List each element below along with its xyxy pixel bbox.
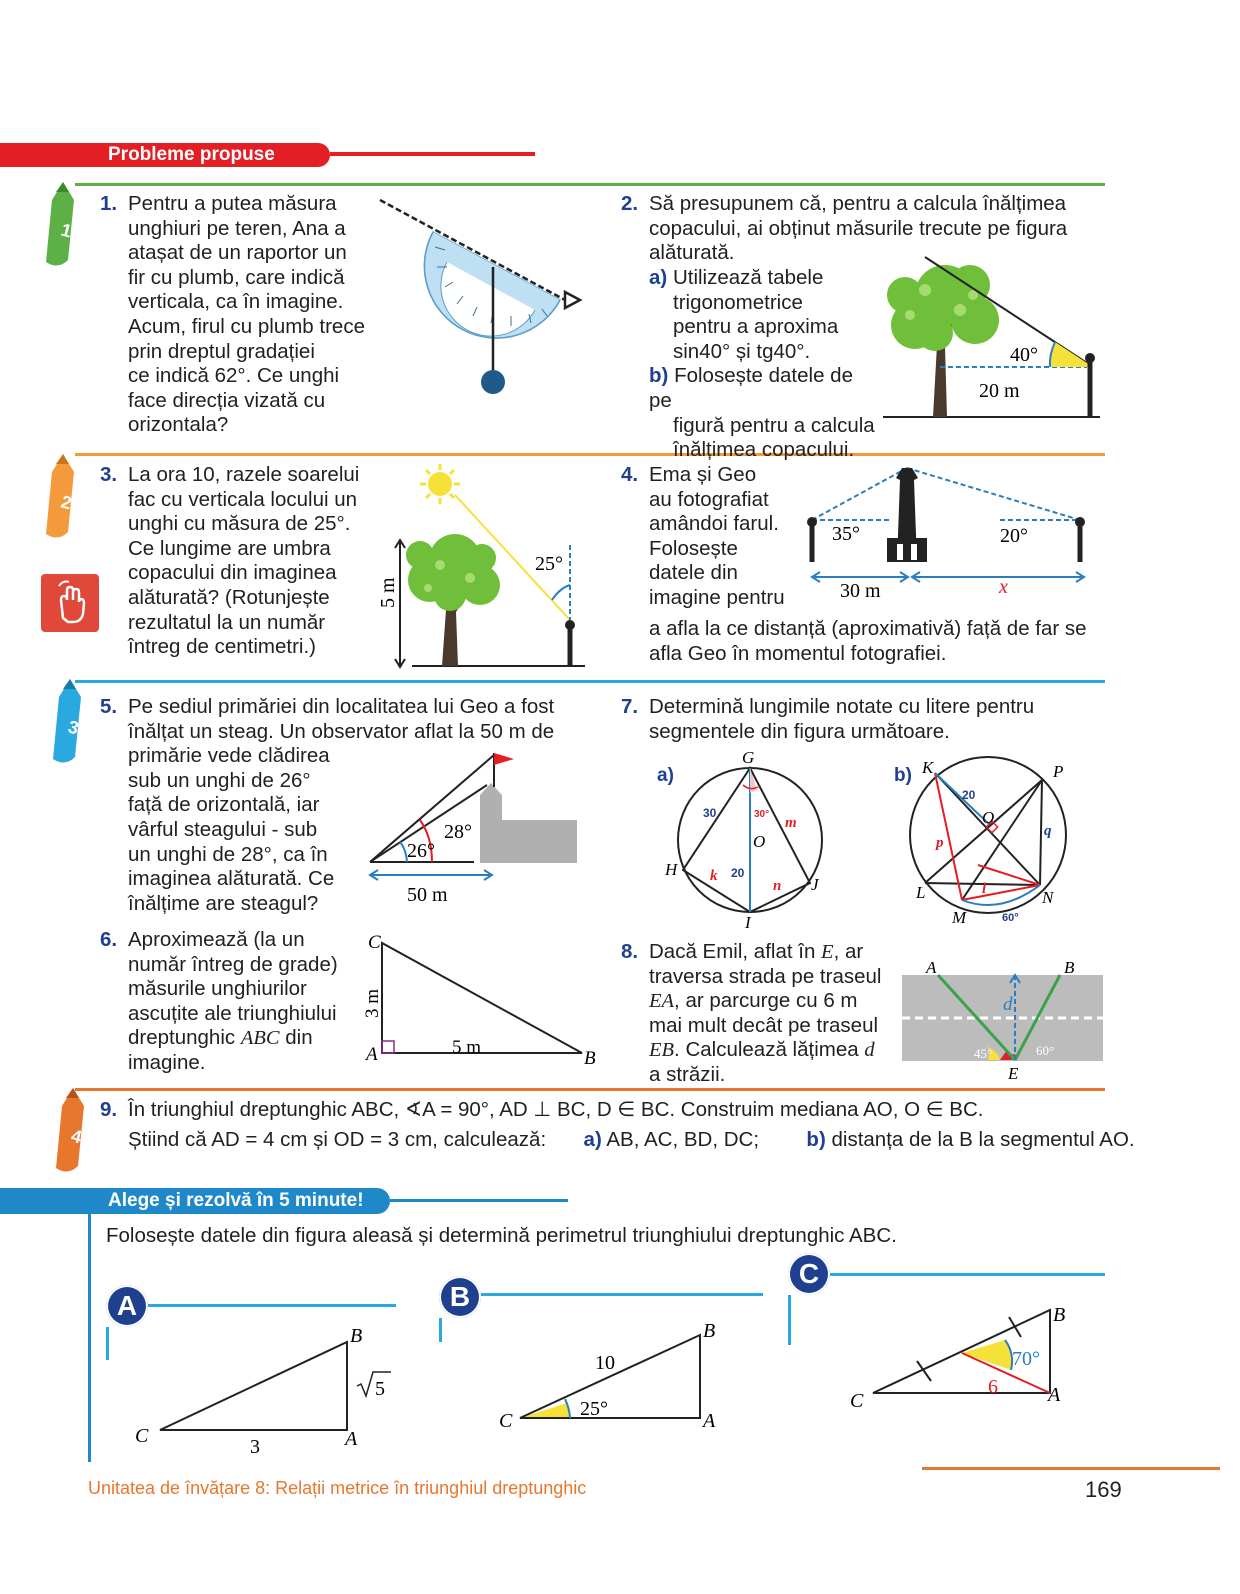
option-a-rule — [148, 1304, 396, 1307]
section-banner — [0, 143, 330, 167]
crayon-label: 4 — [68, 1125, 84, 1148]
vertex-n: N — [1042, 888, 1054, 907]
lighthouse-figure — [802, 460, 1097, 600]
text-line: Pentru a putea măsura — [128, 192, 337, 215]
text-line: imagine pentru — [649, 585, 785, 609]
text-line: pentru a aproxima — [673, 315, 839, 339]
text-line: La ora 10, razele soarelui — [128, 463, 360, 486]
vertex-c: C — [368, 932, 381, 953]
length-n: n — [773, 878, 782, 894]
text-line: face direcția vizată cu — [128, 388, 326, 412]
text-line: imaginea alăturată. Ce — [128, 867, 335, 891]
point-e: E — [1008, 1064, 1019, 1083]
banner-rule — [330, 152, 535, 156]
text-line: înălțime are steagul? — [128, 891, 319, 915]
value-30: 30 — [703, 806, 717, 820]
text-line: dreptunghic — [128, 1026, 241, 1050]
sub-label: b) — [806, 1128, 826, 1151]
text-line: măsurile unghiurilor — [128, 977, 307, 1001]
vertex-a: A — [366, 1044, 378, 1065]
angle-label: 25° — [580, 1398, 608, 1420]
value-20: 20 — [731, 866, 745, 880]
crayon-green-icon — [38, 180, 88, 270]
option-b-badge[interactable] — [439, 1276, 481, 1318]
angle-label: 70° — [1012, 1348, 1040, 1370]
text-line: un unghi de 28°, ca în — [128, 842, 328, 866]
text-line: Folosește datele de pe — [649, 364, 853, 412]
point-a: A — [926, 958, 937, 977]
crayon-red-icon — [48, 1086, 98, 1176]
vertex-g: G — [742, 748, 755, 767]
problem-2-number: 2. — [621, 192, 639, 215]
distance-label: 50 m — [407, 884, 448, 905]
text-line: amândoi farul. — [649, 512, 779, 536]
text-line: Acum, firul cu plumb trece — [128, 314, 365, 338]
text-line: înălțimea copacului. — [673, 438, 855, 462]
text-line: Știind că AD = 4 cm și OD = 3 cm, calculează: — [128, 1128, 547, 1151]
tree-figure — [875, 255, 1110, 425]
text-line: imagine. — [128, 1050, 206, 1074]
problem-3-number: 3. — [100, 463, 118, 486]
option-c-rule — [830, 1273, 1105, 1276]
sub-label: a) — [649, 266, 668, 289]
problem-1-text — [128, 192, 388, 438]
part-b-text: distanța de la B la segmentul AO. — [831, 1128, 1135, 1151]
angle-30: 30° — [754, 809, 770, 820]
problem-7-number: 7. — [621, 695, 639, 718]
text-line: alăturată. — [649, 241, 735, 265]
text-line: vârful steagului - sub — [128, 817, 318, 841]
leg-vertical-label: 3 m — [362, 988, 383, 1018]
level-3-rule — [75, 680, 1105, 683]
vertex-c: C — [135, 1425, 149, 1447]
text-line: unghiuri pe teren, Ana a — [128, 216, 346, 240]
problem-6-number: 6. — [100, 928, 118, 951]
route-eb: EB — [649, 1039, 675, 1062]
right-triangle-figure — [360, 928, 600, 1068]
vertex-b: B — [703, 1320, 716, 1342]
vertex-b: B — [584, 1048, 596, 1068]
text-line: prin dreptul gradației — [128, 339, 315, 363]
circle-figure-b — [890, 755, 1090, 930]
crayon-label: 2 — [58, 491, 74, 514]
problem-4-number: 4. — [621, 463, 639, 486]
text-line: figură pentru a calcula — [673, 413, 875, 437]
angle-right-label: 20° — [1000, 525, 1028, 547]
leg-horizontal-label: 5 m — [452, 1037, 482, 1058]
text-line: au fotografiat — [649, 487, 769, 511]
angle-60: 60° — [1036, 1043, 1055, 1058]
figure-label: a) — [657, 765, 674, 786]
problem-3-text — [128, 463, 378, 660]
problem-6-text — [128, 928, 378, 1076]
problem-1-number: 1. — [100, 192, 118, 215]
angle-big-label: 28° — [444, 821, 472, 843]
length-l: l — [982, 881, 987, 897]
angle-small-label: 26° — [407, 840, 435, 862]
width-d: d — [864, 1039, 875, 1062]
option-a-triangle — [125, 1320, 405, 1460]
text-line: atașat de un raportor un — [128, 241, 347, 265]
text-line: număr întreg de grade) — [128, 952, 338, 976]
problem-9-number: 9. — [100, 1098, 118, 1121]
vertex-c: C — [499, 1410, 513, 1430]
text-line: Utilizează tabele — [672, 266, 824, 289]
length-q: q — [1044, 823, 1052, 839]
text-line: Dacă Emil, aflat în — [649, 940, 822, 963]
problem-4-text — [649, 463, 809, 611]
text-line: din — [279, 1026, 313, 1050]
text-line: a afla la ce distanță (aproximativă) față de far se — [649, 617, 1087, 640]
page-number: 169 — [1085, 1477, 1122, 1502]
point-e: E — [821, 941, 834, 963]
vertex-b: B — [1053, 1304, 1066, 1326]
problem-4-text-full — [649, 617, 1099, 666]
problem-9-line2 — [128, 1128, 1135, 1153]
vertex-m: M — [952, 908, 967, 927]
problem-7-text — [649, 695, 1099, 744]
badge-letter: A — [116, 1290, 138, 1321]
text-line: , ar parcurge cu 6 m — [674, 989, 858, 1013]
text-line: sin40° și tg40°. — [673, 339, 811, 363]
touch-hand-icon — [41, 574, 99, 632]
angle-left-label: 35° — [832, 523, 860, 545]
triangle-name: ABC — [240, 1027, 280, 1050]
street-figure — [900, 955, 1105, 1085]
option-c-badge[interactable] — [788, 1253, 830, 1295]
side-label: 3 — [250, 1436, 260, 1458]
text-line: , ar — [833, 940, 864, 963]
vertex-l: L — [916, 883, 926, 902]
crayon-label: 1 — [58, 219, 74, 242]
text-line: ce indică 62°. Ce unghi — [128, 364, 340, 388]
text-line: primărie vede clădirea — [128, 744, 330, 768]
footer-unit: Unitatea de învățare 8: Relații metrice în triunghiul dreptunghic — [88, 1478, 587, 1498]
vertex-p: P — [1053, 762, 1064, 781]
quick-left-bar — [88, 1214, 91, 1462]
seg-label: 6 — [988, 1376, 998, 1398]
width-d-label: d — [1003, 994, 1013, 1015]
text-line: verticala, ca în imagine. — [128, 290, 344, 314]
level-4-rule — [75, 1088, 1105, 1091]
text-line: afla Geo în momentul fotografiei. — [649, 641, 947, 665]
quick-instruction: Folosește datele din figura aleasă și determină perimetrul triunghiului dreptunghic ABC. — [106, 1224, 897, 1247]
text-line: copacului din imaginea — [128, 561, 337, 585]
vertex-c: C — [850, 1390, 864, 1412]
route-ea: EA — [649, 990, 675, 1013]
text-line: față de orizontală, iar — [128, 793, 320, 817]
text-line: sub un unghi de 26° — [128, 768, 311, 792]
problem-5-number: 5. — [100, 695, 118, 718]
distance-right-label: x — [999, 576, 1008, 598]
angle-label: 25° — [535, 553, 563, 575]
vertex-i: I — [745, 913, 751, 930]
footer-rule — [922, 1467, 1220, 1470]
vertex-b: B — [350, 1325, 363, 1347]
text-line: traversa strada pe traseul — [649, 964, 882, 988]
option-b-triangle — [495, 1315, 735, 1430]
section-title: Probleme propuse — [108, 144, 275, 165]
length-k: k — [710, 868, 718, 884]
vertex-a: A — [345, 1428, 358, 1450]
vertex-o: O — [753, 832, 766, 851]
sub-label: b) — [649, 364, 669, 388]
sun-tree-figure — [370, 460, 590, 672]
text-line: copacului, ai obținut măsurile trecute pe figura — [649, 216, 1068, 240]
angle-45: 45° — [974, 1046, 993, 1061]
text-line: unghi cu măsura de 25°. — [128, 512, 351, 536]
text-line: Determină lungimile notate cu litere pentru — [649, 695, 1035, 718]
angle-label: 40° — [1010, 344, 1038, 366]
hyp-label: 10 — [595, 1352, 615, 1374]
badge-letter: C — [798, 1258, 820, 1289]
quick-title: Alege și rezolvă în 5 minute! — [108, 1190, 364, 1211]
sqrt-value: 5 — [375, 1378, 385, 1400]
text-line: fac cu verticala locului un — [128, 487, 358, 511]
crayon-cyan-icon — [45, 677, 95, 767]
problem-9-line1: În triunghiul dreptunghic ABC, ∢A = 90°, AD ⊥ BC, D ∈ BC. Construim mediana AO, O ∈ BC. — [128, 1098, 984, 1121]
problem-8-number: 8. — [621, 940, 639, 963]
figure-label: b) — [894, 765, 912, 786]
point-b: B — [1064, 958, 1075, 977]
option-c-vbar — [788, 1295, 791, 1345]
text-line: a străzii. — [649, 1062, 726, 1086]
text-line: întreg de centimetri.) — [128, 635, 316, 659]
vertex-h: H — [665, 860, 678, 879]
text-line: rezultatul la un număr — [128, 610, 326, 634]
crayon-orange-icon — [38, 452, 88, 542]
text-line: orizontala? — [128, 413, 229, 437]
text-line: datele din — [649, 561, 738, 585]
value-20: 20 — [962, 788, 976, 802]
text-line: Folosește — [649, 536, 738, 560]
text-line: Să presupunem că, pentru a calcula înălțimea — [649, 192, 1067, 215]
text-line: alăturată? (Rotunjește — [128, 585, 330, 609]
protractor-figure — [375, 192, 590, 402]
quick-banner — [0, 1188, 390, 1214]
option-a-vbar — [106, 1327, 109, 1360]
crayon-label: 3 — [65, 716, 81, 739]
text-line: segmentele din figura următoare. — [649, 719, 950, 743]
text-line: Pe sediul primăriei din localitatea lui Geo a fost — [128, 695, 555, 718]
circle-figure-a — [655, 745, 840, 930]
text-line: Aproximează (la un — [128, 928, 305, 951]
option-b-rule — [481, 1293, 763, 1296]
level-1-rule — [75, 183, 1105, 186]
flag-building-figure — [362, 745, 582, 905]
length-m: m — [785, 815, 797, 831]
vertex-o: O — [982, 808, 995, 827]
text-line: mai mult decât pe traseul — [649, 1013, 879, 1037]
level-2-rule — [75, 453, 1105, 456]
part-a-text: AB, AC, BD, DC; — [606, 1128, 760, 1151]
text-line: Ce lungime are umbra — [128, 536, 331, 560]
option-c-triangle — [845, 1295, 1085, 1415]
angle-60: 60° — [1002, 912, 1019, 924]
vertex-a: A — [1048, 1384, 1061, 1406]
distance-label: 20 m — [979, 380, 1020, 402]
text-line: fir cu plumb, care indică — [128, 265, 345, 289]
text-line: Ema și Geo — [649, 463, 757, 486]
sub-label: a) — [583, 1128, 602, 1151]
vertex-k: K — [922, 758, 934, 777]
vertex-a: A — [703, 1410, 716, 1430]
text-line: ascuțite ale triunghiului — [128, 1001, 337, 1025]
option-b-vbar — [439, 1318, 442, 1342]
problem-2a — [649, 266, 879, 463]
problem-8-text — [649, 940, 909, 1088]
text-line: trigonometrice — [673, 290, 803, 314]
badge-letter: B — [449, 1281, 471, 1312]
text-line: înălțat un steag. Un observator aflat la 50 m de — [128, 719, 555, 743]
length-p: p — [936, 835, 944, 851]
height-label: 5 m — [377, 577, 399, 608]
distance-left-label: 30 m — [840, 580, 881, 600]
vertex-j: J — [811, 875, 819, 894]
text-line: . Calculează lățimea — [674, 1038, 865, 1062]
quick-banner-rule — [390, 1199, 568, 1202]
